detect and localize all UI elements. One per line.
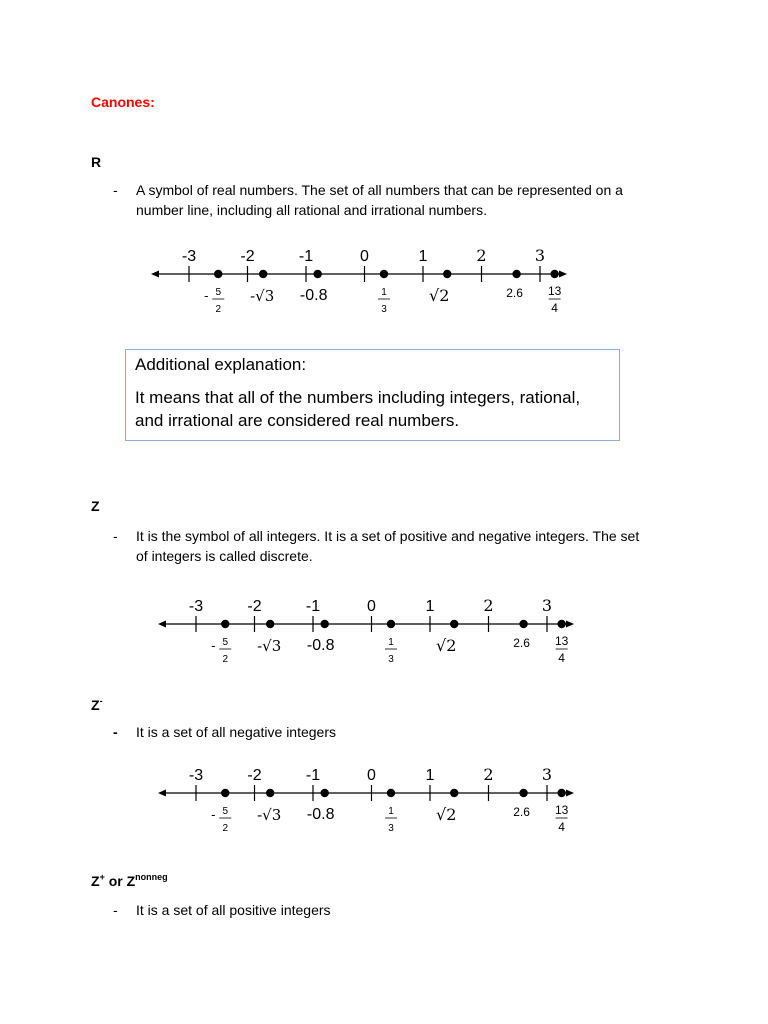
label-thirteen-fourths-denominator: 4 [551, 301, 558, 315]
label-one-third-denominator: 3 [388, 654, 394, 665]
tick-label--2: -2 [247, 767, 262, 784]
label-neg-sqrt3: -√3 [250, 287, 275, 305]
label-thirteen-fourths-numerator: 13 [547, 284, 562, 298]
point--5/2 [221, 789, 229, 797]
point--5/2 [214, 270, 222, 278]
point-√2 [450, 620, 458, 628]
explanation-box [125, 349, 620, 441]
label-one-third-numerator: 1 [388, 806, 394, 817]
label-sqrt2: √2 [436, 805, 457, 824]
point-√2 [450, 789, 458, 797]
tick-label-1: 1 [425, 598, 435, 615]
tick-label-0: 0 [367, 767, 376, 784]
label-thirteen-fourths-numerator: 13 [554, 634, 569, 648]
tick-label-0: 0 [367, 598, 376, 615]
point-13/4 [557, 789, 565, 797]
symbol-z: Z [91, 873, 100, 889]
arrow-right-icon [559, 271, 567, 278]
tick-label--2: -2 [240, 248, 255, 265]
point-1/3 [387, 789, 395, 797]
superscript-nonneg: nonneg [135, 872, 168, 882]
explanation-line2: and irrational are considered real numbers. [135, 411, 460, 430]
tick-label-3: 3 [541, 765, 553, 784]
tick-label-3: 3 [534, 246, 546, 265]
tick-label-1: 1 [418, 248, 428, 265]
symbol-z: Z [91, 697, 100, 713]
label-one-third-denominator: 3 [388, 823, 394, 834]
point--√3 [266, 789, 274, 797]
or-z-text: or Z [108, 873, 136, 889]
tick-label--1: -1 [305, 598, 321, 615]
superscript-plus: + [99, 872, 105, 882]
section-z-text-line1: It is the symbol of all integers. It is a set of positive and negative integers. The set [136, 528, 640, 544]
label-2-6: 2.6 [513, 636, 530, 650]
label-neg-five-halves-denominator: 2 [222, 654, 229, 665]
label-neg-five-halves-numerator: 5 [222, 637, 229, 648]
label-neg-sqrt3: -√3 [257, 637, 282, 655]
arrow-left-icon [151, 271, 159, 278]
number-line-3 [157, 763, 582, 841]
label-thirteen-fourths-numerator: 13 [554, 803, 569, 817]
bullet-dash: - [113, 182, 118, 198]
tick-label--2: -2 [247, 598, 262, 615]
point-1/3 [380, 270, 388, 278]
number-line-1 [150, 244, 575, 322]
label-neg-sqrt3: -√3 [257, 806, 282, 824]
label-sqrt2: √2 [436, 636, 457, 655]
point--0.8 [314, 270, 322, 278]
point--0.8 [321, 789, 329, 797]
label-one-third-numerator: 1 [381, 287, 387, 298]
tick-label-1: 1 [425, 767, 435, 784]
label-neg-five-halves-numerator: 5 [215, 287, 222, 298]
tick-label-0: 0 [360, 248, 369, 265]
point-2.6 [519, 620, 527, 628]
tick-label-2: 2 [483, 765, 494, 784]
section-r-symbol: R [91, 154, 102, 170]
point--5/2 [221, 620, 229, 628]
section-z-negative-text: It is a set of all negative integers [136, 724, 336, 740]
section-z-text-line2: of integers is called discrete. [136, 548, 313, 564]
point-√2 [443, 270, 451, 278]
point-13/4 [550, 270, 558, 278]
arrow-left-icon [158, 621, 166, 628]
label-neg-five-halves-denominator: 2 [222, 823, 229, 834]
point-1/3 [387, 620, 395, 628]
label-thirteen-fourths-denominator: 4 [558, 820, 565, 834]
arrow-left-icon [158, 790, 166, 797]
tick-label--3: -3 [188, 598, 204, 615]
section-z-positive-text: It is a set of all positive integers [136, 902, 331, 918]
tick-label--3: -3 [188, 767, 204, 784]
label-neg-five-halves-sign: - [211, 638, 216, 653]
section-r-text-line1: A symbol of real numbers. The set of all numbers that can be represented on a [136, 182, 623, 198]
number-line-2 [157, 594, 582, 672]
bullet-dash: - [113, 902, 118, 918]
label-neg-five-halves-sign: - [211, 807, 216, 822]
point--√3 [266, 620, 274, 628]
label-2-6: 2.6 [506, 286, 523, 300]
tick-label-3: 3 [541, 596, 553, 615]
label-2-6: 2.6 [513, 805, 530, 819]
explanation-line1: It means that all of the numbers including integers, rational, [135, 388, 581, 407]
label-neg-five-halves-numerator: 5 [222, 806, 229, 817]
point-2.6 [519, 789, 527, 797]
point-2.6 [512, 270, 520, 278]
label-one-third-denominator: 3 [381, 304, 387, 315]
section-z-positive-symbol [91, 872, 168, 889]
section-r-text-line2: number line, including all rational and irrational numbers. [136, 202, 487, 218]
tick-label--3: -3 [181, 248, 197, 265]
explanation-title: Additional explanation: [135, 355, 307, 374]
label-neg-0-8: -0.8 [306, 806, 335, 823]
label-sqrt2: √2 [429, 286, 450, 305]
section-z-negative-symbol [91, 696, 103, 713]
section-z-symbol: Z [91, 498, 100, 514]
label-neg-0-8: -0.8 [306, 637, 335, 654]
point-13/4 [557, 620, 565, 628]
point--√3 [259, 270, 267, 278]
label-thirteen-fourths-denominator: 4 [558, 651, 565, 665]
tick-label-2: 2 [476, 246, 487, 265]
arrow-right-icon [566, 621, 574, 628]
superscript-minus: - [99, 696, 103, 706]
label-neg-0-8: -0.8 [299, 287, 328, 304]
label-neg-five-halves-sign: - [204, 288, 209, 303]
page-title: Canones: [91, 94, 155, 110]
label-one-third-numerator: 1 [388, 637, 394, 648]
bullet-dash: - [113, 724, 118, 740]
arrow-right-icon [566, 790, 574, 797]
point--0.8 [321, 620, 329, 628]
bullet-dash: - [113, 528, 118, 544]
label-neg-five-halves-denominator: 2 [215, 304, 222, 315]
tick-label--1: -1 [305, 767, 321, 784]
tick-label-2: 2 [483, 596, 494, 615]
tick-label--1: -1 [298, 248, 314, 265]
